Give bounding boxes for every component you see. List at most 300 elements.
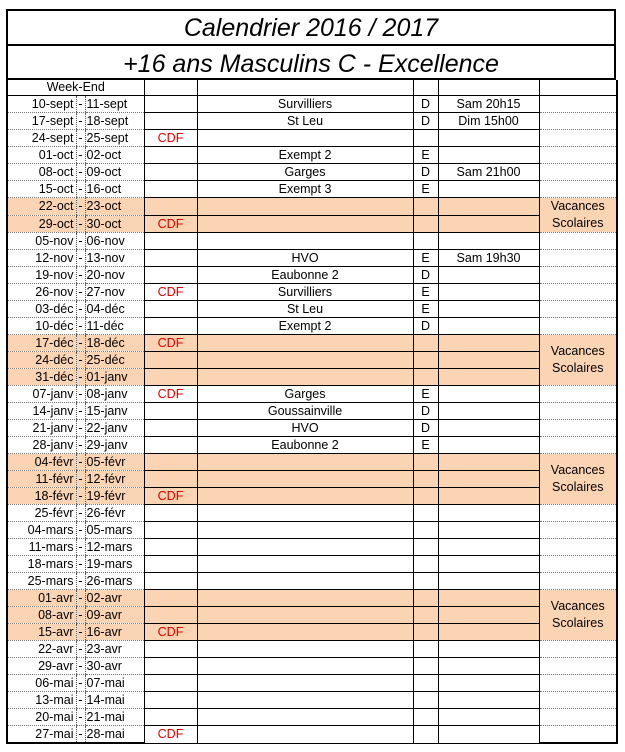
match-time xyxy=(438,267,539,284)
sunday-date: 02-oct xyxy=(85,147,144,164)
saturday-date: 17-déc xyxy=(7,335,76,352)
opponent-name xyxy=(197,607,413,624)
date-separator: - xyxy=(76,692,85,709)
schedule-row xyxy=(7,96,617,113)
home-away xyxy=(413,726,438,744)
cdf-marker xyxy=(144,471,197,488)
match-time xyxy=(438,658,539,675)
calendar-title: Calendrier 2016 / 2017 xyxy=(6,9,616,44)
sunday-date: 09-avr xyxy=(85,607,144,624)
sunday-date: 07-mai xyxy=(85,675,144,692)
match-time xyxy=(438,539,539,556)
home-away xyxy=(413,607,438,624)
match-time xyxy=(438,335,539,352)
empty-cell xyxy=(539,522,617,539)
header-empty-cell xyxy=(539,80,617,96)
saturday-date: 14-janv xyxy=(7,403,76,420)
date-separator: - xyxy=(76,147,85,164)
match-time xyxy=(438,522,539,539)
match-time xyxy=(438,573,539,590)
sunday-date: 18-déc xyxy=(85,335,144,352)
match-time: Sam 20h15 xyxy=(438,96,539,113)
opponent-name xyxy=(197,726,413,744)
empty-cell xyxy=(539,556,617,573)
cdf-marker: CDF xyxy=(144,335,197,352)
home-away: D xyxy=(413,318,438,335)
schedule-row xyxy=(7,420,617,437)
schedule-body xyxy=(7,80,617,743)
match-time xyxy=(438,420,539,437)
sunday-date: 18-sept xyxy=(85,113,144,130)
saturday-date: 21-janv xyxy=(7,420,76,437)
sunday-date: 02-avr xyxy=(85,590,144,607)
match-time xyxy=(438,454,539,471)
opponent-name xyxy=(197,675,413,692)
sunday-date: 22-janv xyxy=(85,420,144,437)
home-away xyxy=(413,641,438,658)
date-separator: - xyxy=(76,420,85,437)
date-separator: - xyxy=(76,658,85,675)
cdf-marker xyxy=(144,607,197,624)
sunday-date: 30-avr xyxy=(85,658,144,675)
opponent-name: HVO xyxy=(197,250,413,267)
saturday-date: 24-déc xyxy=(7,352,76,369)
home-away xyxy=(413,198,438,216)
saturday-date: 15-avr xyxy=(7,624,76,641)
empty-cell xyxy=(539,641,617,658)
cdf-marker xyxy=(144,267,197,284)
sunday-date: 29-janv xyxy=(85,437,144,454)
home-away xyxy=(413,522,438,539)
date-separator: - xyxy=(76,471,85,488)
sunday-date: 01-janv xyxy=(85,369,144,386)
date-separator: - xyxy=(76,181,85,198)
saturday-date: 15-oct xyxy=(7,181,76,198)
opponent-name: Goussainville xyxy=(197,403,413,420)
sunday-date: 09-oct xyxy=(85,164,144,181)
match-time xyxy=(438,641,539,658)
sunday-date: 12-févr xyxy=(85,471,144,488)
saturday-date: 29-avr xyxy=(7,658,76,675)
schedule-row xyxy=(7,352,617,369)
date-separator: - xyxy=(76,505,85,522)
sunday-date: 06-nov xyxy=(85,233,144,250)
date-separator: - xyxy=(76,215,85,233)
cdf-marker xyxy=(144,556,197,573)
saturday-date: 11-févr xyxy=(7,471,76,488)
sunday-date: 21-mai xyxy=(85,709,144,726)
cdf-marker xyxy=(144,692,197,709)
saturday-date: 13-mai xyxy=(7,692,76,709)
saturday-date: 08-avr xyxy=(7,607,76,624)
header-empty-cell xyxy=(197,80,413,96)
schedule-row xyxy=(7,369,617,386)
vacation-label xyxy=(539,454,617,505)
schedule-row xyxy=(7,284,617,301)
sunday-date: 11-déc xyxy=(85,318,144,335)
home-away xyxy=(413,624,438,641)
vacation-label-line1: Vacances xyxy=(550,344,605,358)
schedule-row xyxy=(7,147,617,164)
date-separator: - xyxy=(76,301,85,318)
schedule-row xyxy=(7,607,617,624)
empty-cell xyxy=(539,164,617,181)
date-separator: - xyxy=(76,369,85,386)
date-separator: - xyxy=(76,403,85,420)
cdf-marker xyxy=(144,573,197,590)
sunday-date: 19-févr xyxy=(85,488,144,505)
date-separator: - xyxy=(76,113,85,130)
sunday-date: 26-mars xyxy=(85,573,144,590)
home-away xyxy=(413,573,438,590)
saturday-date: 19-nov xyxy=(7,267,76,284)
opponent-name: Garges xyxy=(197,164,413,181)
saturday-date: 18-févr xyxy=(7,488,76,505)
match-time xyxy=(438,352,539,369)
header-empty-cell xyxy=(144,80,197,96)
schedule-row xyxy=(7,181,617,198)
home-away: E xyxy=(413,386,438,403)
saturday-date: 10-sept xyxy=(7,96,76,113)
saturday-date: 24-sept xyxy=(7,130,76,147)
schedule-row xyxy=(7,471,617,488)
vacation-label xyxy=(539,590,617,641)
sunday-date: 16-avr xyxy=(85,624,144,641)
schedule-row xyxy=(7,437,617,454)
saturday-date: 22-oct xyxy=(7,198,76,216)
cdf-marker xyxy=(144,522,197,539)
saturday-date: 03-déc xyxy=(7,301,76,318)
home-away: D xyxy=(413,420,438,437)
home-away: D xyxy=(413,403,438,420)
cdf-marker xyxy=(144,301,197,318)
match-time xyxy=(438,233,539,250)
opponent-name xyxy=(197,539,413,556)
calendar-sheet xyxy=(6,9,616,744)
opponent-name xyxy=(197,488,413,505)
schedule-row xyxy=(7,198,617,216)
schedule-row xyxy=(7,624,617,641)
home-away xyxy=(413,590,438,607)
opponent-name xyxy=(197,352,413,369)
opponent-name: Survilliers xyxy=(197,96,413,113)
empty-cell xyxy=(539,96,617,113)
saturday-date: 08-oct xyxy=(7,164,76,181)
schedule-row xyxy=(7,709,617,726)
cdf-marker: CDF xyxy=(144,624,197,641)
cdf-marker: CDF xyxy=(144,130,197,147)
home-away xyxy=(413,675,438,692)
sunday-date: 19-mars xyxy=(85,556,144,573)
opponent-name: St Leu xyxy=(197,113,413,130)
date-separator: - xyxy=(76,539,85,556)
home-away xyxy=(413,692,438,709)
opponent-name xyxy=(197,573,413,590)
sunday-date: 28-mai xyxy=(85,726,144,744)
saturday-date: 05-nov xyxy=(7,233,76,250)
empty-cell xyxy=(539,709,617,726)
saturday-date: 06-mai xyxy=(7,675,76,692)
schedule-row xyxy=(7,573,617,590)
schedule-row xyxy=(7,454,617,471)
match-time xyxy=(438,624,539,641)
schedule-row xyxy=(7,675,617,692)
schedule-table xyxy=(6,80,618,744)
match-time xyxy=(438,709,539,726)
opponent-name xyxy=(197,641,413,658)
cdf-marker xyxy=(144,352,197,369)
match-time xyxy=(438,726,539,744)
opponent-name xyxy=(197,198,413,216)
empty-cell xyxy=(539,386,617,403)
cdf-marker xyxy=(144,454,197,471)
empty-cell xyxy=(539,403,617,420)
saturday-date: 07-janv xyxy=(7,386,76,403)
date-separator: - xyxy=(76,250,85,267)
cdf-marker xyxy=(144,164,197,181)
opponent-name xyxy=(197,215,413,233)
schedule-row xyxy=(7,403,617,420)
saturday-date: 27-mai xyxy=(7,726,76,744)
match-time xyxy=(438,488,539,505)
empty-cell xyxy=(539,726,617,744)
schedule-row xyxy=(7,113,617,130)
date-separator: - xyxy=(76,488,85,505)
vacation-label-line2: Scolaires xyxy=(552,216,604,230)
saturday-date: 18-mars xyxy=(7,556,76,573)
saturday-date: 10-déc xyxy=(7,318,76,335)
home-away xyxy=(413,215,438,233)
schedule-row xyxy=(7,267,617,284)
schedule-row xyxy=(7,233,617,250)
saturday-date: 26-nov xyxy=(7,284,76,301)
cdf-marker xyxy=(144,437,197,454)
date-separator: - xyxy=(76,233,85,250)
match-time xyxy=(438,130,539,147)
home-away: D xyxy=(413,96,438,113)
date-separator: - xyxy=(76,198,85,216)
empty-cell xyxy=(539,573,617,590)
date-separator: - xyxy=(76,318,85,335)
opponent-name xyxy=(197,505,413,522)
empty-cell xyxy=(539,658,617,675)
date-separator: - xyxy=(76,284,85,301)
match-time xyxy=(438,386,539,403)
schedule-row xyxy=(7,301,617,318)
opponent-name: Eaubonne 2 xyxy=(197,437,413,454)
opponent-name xyxy=(197,335,413,352)
sunday-date: 30-oct xyxy=(85,215,144,233)
schedule-row xyxy=(7,318,617,335)
saturday-date: 01-oct xyxy=(7,147,76,164)
match-time xyxy=(438,318,539,335)
match-time xyxy=(438,403,539,420)
empty-cell xyxy=(539,437,617,454)
opponent-name xyxy=(197,471,413,488)
date-separator: - xyxy=(76,522,85,539)
sunday-date: 25-sept xyxy=(85,130,144,147)
header-empty-cell xyxy=(413,80,438,96)
schedule-row xyxy=(7,505,617,522)
schedule-row xyxy=(7,658,617,675)
schedule-row xyxy=(7,556,617,573)
schedule-row xyxy=(7,215,617,233)
opponent-name: Exempt 2 xyxy=(197,147,413,164)
cdf-marker xyxy=(144,318,197,335)
date-separator: - xyxy=(76,624,85,641)
cdf-marker xyxy=(144,709,197,726)
match-time xyxy=(438,471,539,488)
cdf-marker xyxy=(144,198,197,216)
date-separator: - xyxy=(76,96,85,113)
date-separator: - xyxy=(76,164,85,181)
home-away xyxy=(413,130,438,147)
schedule-row xyxy=(7,164,617,181)
match-time xyxy=(438,556,539,573)
sunday-date: 12-mars xyxy=(85,539,144,556)
sunday-date: 25-déc xyxy=(85,352,144,369)
saturday-date: 28-janv xyxy=(7,437,76,454)
sunday-date: 05-mars xyxy=(85,522,144,539)
schedule-row xyxy=(7,539,617,556)
home-away xyxy=(413,233,438,250)
match-time xyxy=(438,607,539,624)
empty-cell xyxy=(539,675,617,692)
sunday-date: 11-sept xyxy=(85,96,144,113)
saturday-date: 22-avr xyxy=(7,641,76,658)
match-time xyxy=(438,284,539,301)
cdf-marker xyxy=(144,96,197,113)
match-time xyxy=(438,301,539,318)
saturday-date: 31-déc xyxy=(7,369,76,386)
vacation-label-line1: Vacances xyxy=(550,463,605,477)
empty-cell xyxy=(539,318,617,335)
date-separator: - xyxy=(76,709,85,726)
opponent-name xyxy=(197,130,413,147)
match-time xyxy=(438,675,539,692)
cdf-marker xyxy=(144,641,197,658)
cdf-marker xyxy=(144,505,197,522)
date-separator: - xyxy=(76,335,85,352)
opponent-name xyxy=(197,658,413,675)
vacation-label xyxy=(539,335,617,386)
home-away: D xyxy=(413,267,438,284)
empty-cell xyxy=(539,113,617,130)
saturday-date: 25-mars xyxy=(7,573,76,590)
schedule-row xyxy=(7,522,617,539)
opponent-name: HVO xyxy=(197,420,413,437)
home-away xyxy=(413,505,438,522)
home-away: E xyxy=(413,437,438,454)
home-away xyxy=(413,471,438,488)
home-away: E xyxy=(413,181,438,198)
empty-cell xyxy=(539,284,617,301)
schedule-row xyxy=(7,335,617,352)
saturday-date: 25-févr xyxy=(7,505,76,522)
schedule-row xyxy=(7,488,617,505)
vacation-label-line2: Scolaires xyxy=(552,361,604,375)
home-away xyxy=(413,352,438,369)
schedule-row xyxy=(7,250,617,267)
saturday-date: 17-sept xyxy=(7,113,76,130)
date-separator: - xyxy=(76,352,85,369)
empty-cell xyxy=(539,250,617,267)
match-time: Dim 15h00 xyxy=(438,113,539,130)
cdf-marker xyxy=(144,113,197,130)
sunday-date: 20-nov xyxy=(85,267,144,284)
cdf-marker xyxy=(144,539,197,556)
date-separator: - xyxy=(76,386,85,403)
opponent-name: Exempt 3 xyxy=(197,181,413,198)
sunday-date: 05-févr xyxy=(85,454,144,471)
opponent-name xyxy=(197,369,413,386)
saturday-date: 04-mars xyxy=(7,522,76,539)
cdf-marker xyxy=(144,369,197,386)
vacation-label-line2: Scolaires xyxy=(552,616,604,630)
home-away: E xyxy=(413,250,438,267)
date-separator: - xyxy=(76,675,85,692)
date-separator: - xyxy=(76,556,85,573)
sunday-date: 26-févr xyxy=(85,505,144,522)
sunday-date: 16-oct xyxy=(85,181,144,198)
team-title: +16 ans Masculins C - Excellence xyxy=(6,44,616,80)
opponent-name xyxy=(197,692,413,709)
opponent-name xyxy=(197,624,413,641)
schedule-row xyxy=(7,726,617,744)
sunday-date: 04-déc xyxy=(85,301,144,318)
date-separator: - xyxy=(76,726,85,744)
match-time xyxy=(438,590,539,607)
sunday-date: 13-nov xyxy=(85,250,144,267)
cdf-marker: CDF xyxy=(144,284,197,301)
empty-cell xyxy=(539,301,617,318)
home-away xyxy=(413,369,438,386)
header-row xyxy=(7,80,617,96)
match-time: Sam 19h30 xyxy=(438,250,539,267)
empty-cell xyxy=(539,692,617,709)
saturday-date: 12-nov xyxy=(7,250,76,267)
empty-cell xyxy=(539,539,617,556)
schedule-row xyxy=(7,590,617,607)
home-away: D xyxy=(413,164,438,181)
schedule-row xyxy=(7,692,617,709)
sunday-date: 23-avr xyxy=(85,641,144,658)
vacation-label-line1: Vacances xyxy=(550,599,605,613)
cdf-marker: CDF xyxy=(144,726,197,744)
sunday-date: 23-oct xyxy=(85,198,144,216)
home-away xyxy=(413,539,438,556)
weekend-header: Week-End xyxy=(7,80,144,96)
opponent-name xyxy=(197,233,413,250)
vacation-label xyxy=(539,198,617,233)
sunday-date: 27-nov xyxy=(85,284,144,301)
match-time xyxy=(438,181,539,198)
sunday-date: 14-mai xyxy=(85,692,144,709)
empty-cell xyxy=(539,267,617,284)
cdf-marker xyxy=(144,250,197,267)
saturday-date: 04-févr xyxy=(7,454,76,471)
cdf-marker xyxy=(144,420,197,437)
vacation-label-line1: Vacances xyxy=(550,199,605,213)
date-separator: - xyxy=(76,641,85,658)
home-away xyxy=(413,488,438,505)
home-away: E xyxy=(413,284,438,301)
home-away xyxy=(413,658,438,675)
cdf-marker xyxy=(144,403,197,420)
match-time xyxy=(438,505,539,522)
saturday-date: 11-mars xyxy=(7,539,76,556)
match-time xyxy=(438,147,539,164)
